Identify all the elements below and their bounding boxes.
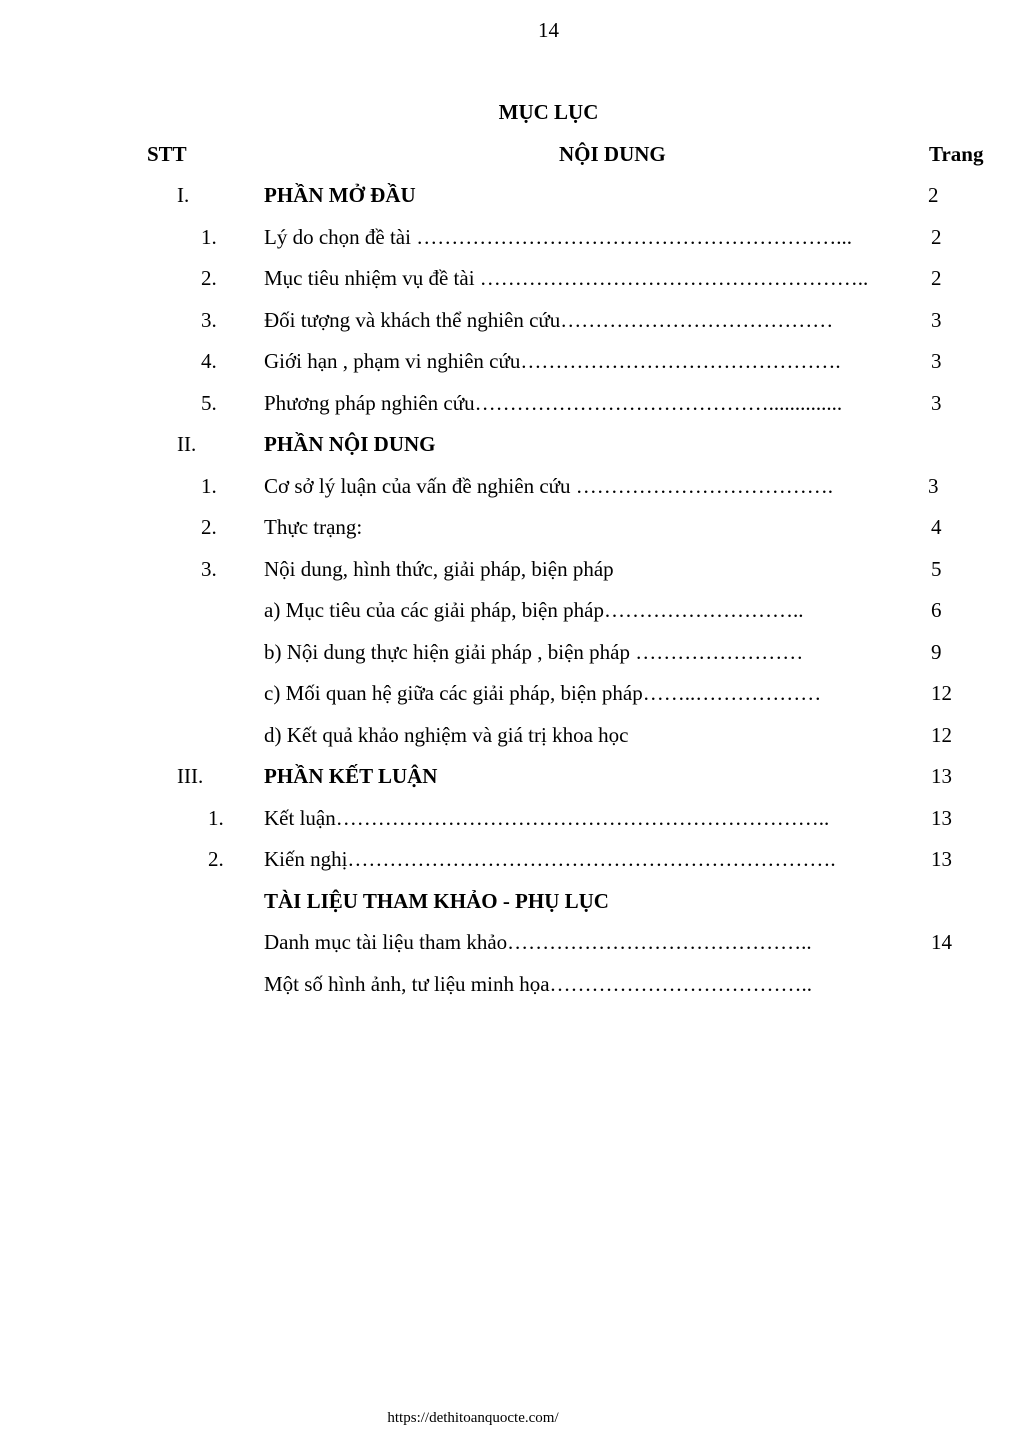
toc-row-number: 2.: [208, 847, 224, 871]
toc-row-text: PHẦN NỘI DUNG: [264, 432, 436, 456]
toc-row: [0, 927, 1023, 957]
toc-row-text: Phương pháp nghiên cứu……………………………………..............: [264, 391, 843, 415]
footer-url: https://dethitoanquocte.com/: [387, 1410, 559, 1426]
column-header-stt: STT: [147, 142, 187, 166]
toc-row: [0, 263, 1023, 293]
toc-row-text: Danh mục tài liệu tham khảo……………………………………..: [264, 930, 812, 954]
toc-row: [0, 471, 1023, 501]
toc-row-text: Mục tiêu nhiệm vụ đề tài ………………………………………………..: [264, 266, 869, 290]
column-header-content: NỘI DUNG: [559, 142, 666, 166]
toc-row-page: 13: [931, 806, 952, 830]
column-header-page: Trang: [929, 142, 984, 166]
toc-row-text: b) Nội dung thực hiện giải pháp , biện pháp ……………………: [264, 640, 804, 664]
toc-row-page: 9: [931, 640, 942, 664]
toc-row-page: 5: [931, 557, 942, 581]
toc-row-text: Một số hình ảnh, tư liệu minh họa………………………………..: [264, 972, 813, 996]
toc-row: [0, 720, 1023, 750]
toc-row: [0, 637, 1023, 667]
toc-row-number: 1.: [201, 225, 217, 249]
toc-row: [0, 803, 1023, 833]
toc-row-text: TÀI LIỆU THAM KHẢO - PHỤ LỤC: [264, 889, 609, 913]
toc-row: [0, 844, 1023, 874]
toc-row-number: 1.: [208, 806, 224, 830]
toc-row-page: 2: [931, 266, 942, 290]
toc-row-text: Đối tượng và khách thể nghiên cứu…………………………………: [264, 308, 834, 332]
toc-row-page: 2: [931, 225, 942, 249]
toc-row-number: 3.: [201, 557, 217, 581]
toc-row-page: 3: [928, 474, 939, 498]
toc-row-page: 3: [931, 349, 942, 373]
toc-row-text: Kiến nghị…………………………………………………………….: [264, 847, 836, 871]
toc-row: [0, 305, 1023, 335]
toc-row-text: PHẦN MỞ ĐẦU: [264, 183, 416, 207]
toc-row-text: d) Kết quả khảo nghiệm và giá trị khoa học: [264, 723, 629, 747]
toc-row-page: 3: [931, 391, 942, 415]
toc-row-number: 5.: [201, 391, 217, 415]
toc-row-page: 14: [931, 930, 952, 954]
toc-row-page: 12: [931, 723, 952, 747]
toc-row-number: 1.: [201, 474, 217, 498]
toc-row: [0, 554, 1023, 584]
toc-title: MỤC LỤC: [498, 100, 599, 124]
toc-row: [0, 222, 1023, 252]
toc-row-number: III.: [177, 764, 204, 788]
toc-row-page: 3: [931, 308, 942, 332]
toc-row-text: Nội dung, hình thức, giải pháp, biện pháp: [264, 557, 614, 581]
toc-row-number: II.: [177, 432, 197, 456]
toc-row-page: 13: [931, 764, 952, 788]
toc-row: [0, 346, 1023, 376]
toc-row-number: 2.: [201, 266, 217, 290]
page-number: 14: [538, 18, 559, 42]
toc-row: [0, 388, 1023, 418]
toc-row: [0, 512, 1023, 542]
toc-row-text: Lý do chọn đề tài ……………………………………………………...: [264, 225, 852, 249]
toc-row-number: 2.: [201, 515, 217, 539]
toc-row-text: Kết luận……………………………………………………………..: [264, 806, 830, 830]
toc-row-number: I.: [177, 183, 190, 207]
toc-row-page: 6: [931, 598, 942, 622]
toc-row-page: 12: [931, 681, 952, 705]
toc-row-number: 3.: [201, 308, 217, 332]
toc-row-page: 2: [928, 183, 939, 207]
toc-row-page: 4: [931, 515, 942, 539]
toc-row-page: 13: [931, 847, 952, 871]
toc-row: [0, 595, 1023, 625]
toc-row-number: 4.: [201, 349, 217, 373]
toc-row: [0, 180, 1023, 210]
toc-row-text: c) Mối quan hệ giữa các giải pháp, biện pháp……..………………: [264, 681, 822, 705]
toc-row-text: Cơ sở lý luận của vấn đề nghiên cứu ……………………………….: [264, 474, 834, 498]
toc-row: [0, 969, 1023, 999]
toc-row-text: PHẦN KẾT LUẬN: [264, 764, 438, 788]
toc-row-text: Thực trạng:: [264, 515, 363, 539]
toc-row: [0, 429, 1023, 459]
toc-row: [0, 761, 1023, 791]
toc-row: [0, 678, 1023, 708]
toc-row: [0, 886, 1023, 916]
toc-row-text: a) Mục tiêu của các giải pháp, biện pháp………………………..: [264, 598, 804, 622]
toc-row-text: Giới hạn , phạm vi nghiên cứu……………………………………….: [264, 349, 841, 373]
